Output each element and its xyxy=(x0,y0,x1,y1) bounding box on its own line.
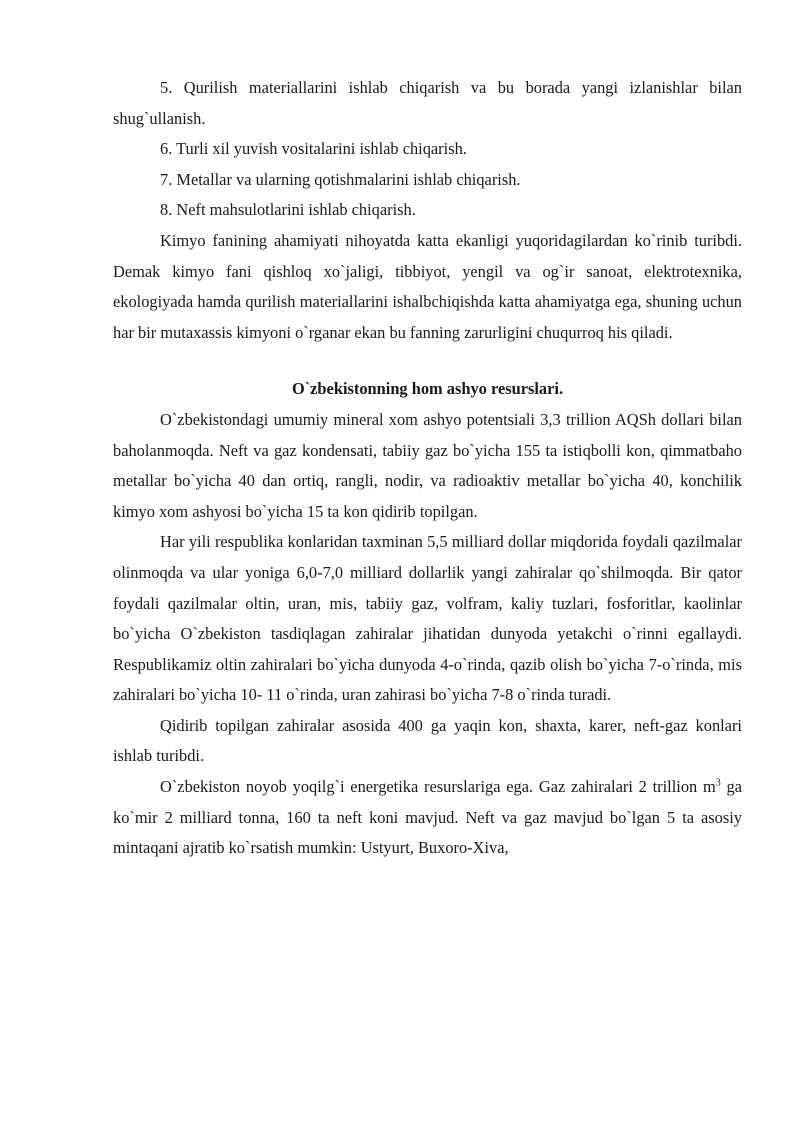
intro-paragraph: Kimyo fanining ahamiyati nihoyatda katta ekanligi yuqoridagilardan ko`rinib turibdi. Demak kimyo fani qishloq xo`jaligi, tibbiyot, yengil va og`ir sanoat, elektrotexnika, ekologiyada hamda qurilish materiallarini ishalbchiqishda katta ahamiyatga ega, shuning uchun har bir mutaxassis kimyoni o`rganar ekan bu fanning zarurligini chuqurroq his qiladi. xyxy=(113,230,742,342)
body-paragraph-4 xyxy=(113,772,742,864)
list-item-6: 6. Turli xil yuvish vositalarini ishlab chiqarish. xyxy=(160,139,467,159)
body-paragraph-2: Har yili respublika konlaridan taxminan 5,5 milliard dollar miqdorida foydali qazilmalar olinmoqda va ular yoniga 6,0-7,0 milliard dollarlik yangi zahiralar qo`shilmoqda. Bir qator foydali qazilmalar oltin, uran, mis, tabiiy gaz, volfram, kaliy tuzlari, fosforitlar, kaolinlar bo`yicha O`zbekiston tasdiqlagan zahiralar jihatidan dunyoda yetakchi o`rinni egallaydi. Respublikamiz oltin zahiralari bo`yicha dunyoda 4-o`rinda, qazib olish bo`yicha 7-o`rinda, mis zahiralari bo`yicha 10- 11 o`rinda, uran zahirasi bo`yicha 7-8 o`rinda turadi. xyxy=(113,532,742,705)
list-item-7: 7. Metallar va ularning qotishmalarini ishlab chiqarish. xyxy=(160,169,521,189)
document-page xyxy=(113,73,742,864)
body-paragraph-1: O`zbekistondagi umumiy mineral xom ashyo potentsiali 3,3 trillion AQSh dollari bilan baholanmoqda. Neft va gaz kondensati, tabiiy gaz bo`yicha 155 ta istiqbolli kon, qimmatbaho metallar bo`yicha 40 dan ortiq, rangli, nodir, va radioaktiv metallar bo`yicha 40, konchilik kimyo xom ashyosi bo`yicha 15 ta kon qidirib topilgan. xyxy=(113,409,742,521)
list-item-8: 8. Neft mahsulotlarini ishlab chiqarish. xyxy=(160,200,416,220)
paragraph-text-before-superscript: O`zbekiston noyob yoqilg`i energetika resurslariga ega. Gaz zahiralari 2 trillion m xyxy=(160,777,716,797)
section-heading: O`zbekistonning hom ashyo resurslari. xyxy=(291,379,564,399)
paragraph-text-after-superscript: ga ko`mir 2 milliard tonna, 160 ta neft koni mavjud. Neft va gaz mavjud bo`lgan 5 ta asosiy mintaqani ajratib ko`rsatish mumkin: Ustyurt, Buxoro-Xiva, xyxy=(113,777,742,858)
superscript-exponent: 3 xyxy=(715,777,721,789)
list-item-5: 5. Qurilish materiallarini ishlab chiqarish va bu borada yangi izlanishlar bilan shug`ullanish. xyxy=(113,78,742,128)
section-spacer xyxy=(113,348,742,374)
body-paragraph-3: Qidirib topilgan zahiralar asosida 400 ga yaqin kon, shaxta, karer, neft-gaz konlari ishlab turibdi. xyxy=(113,715,742,766)
